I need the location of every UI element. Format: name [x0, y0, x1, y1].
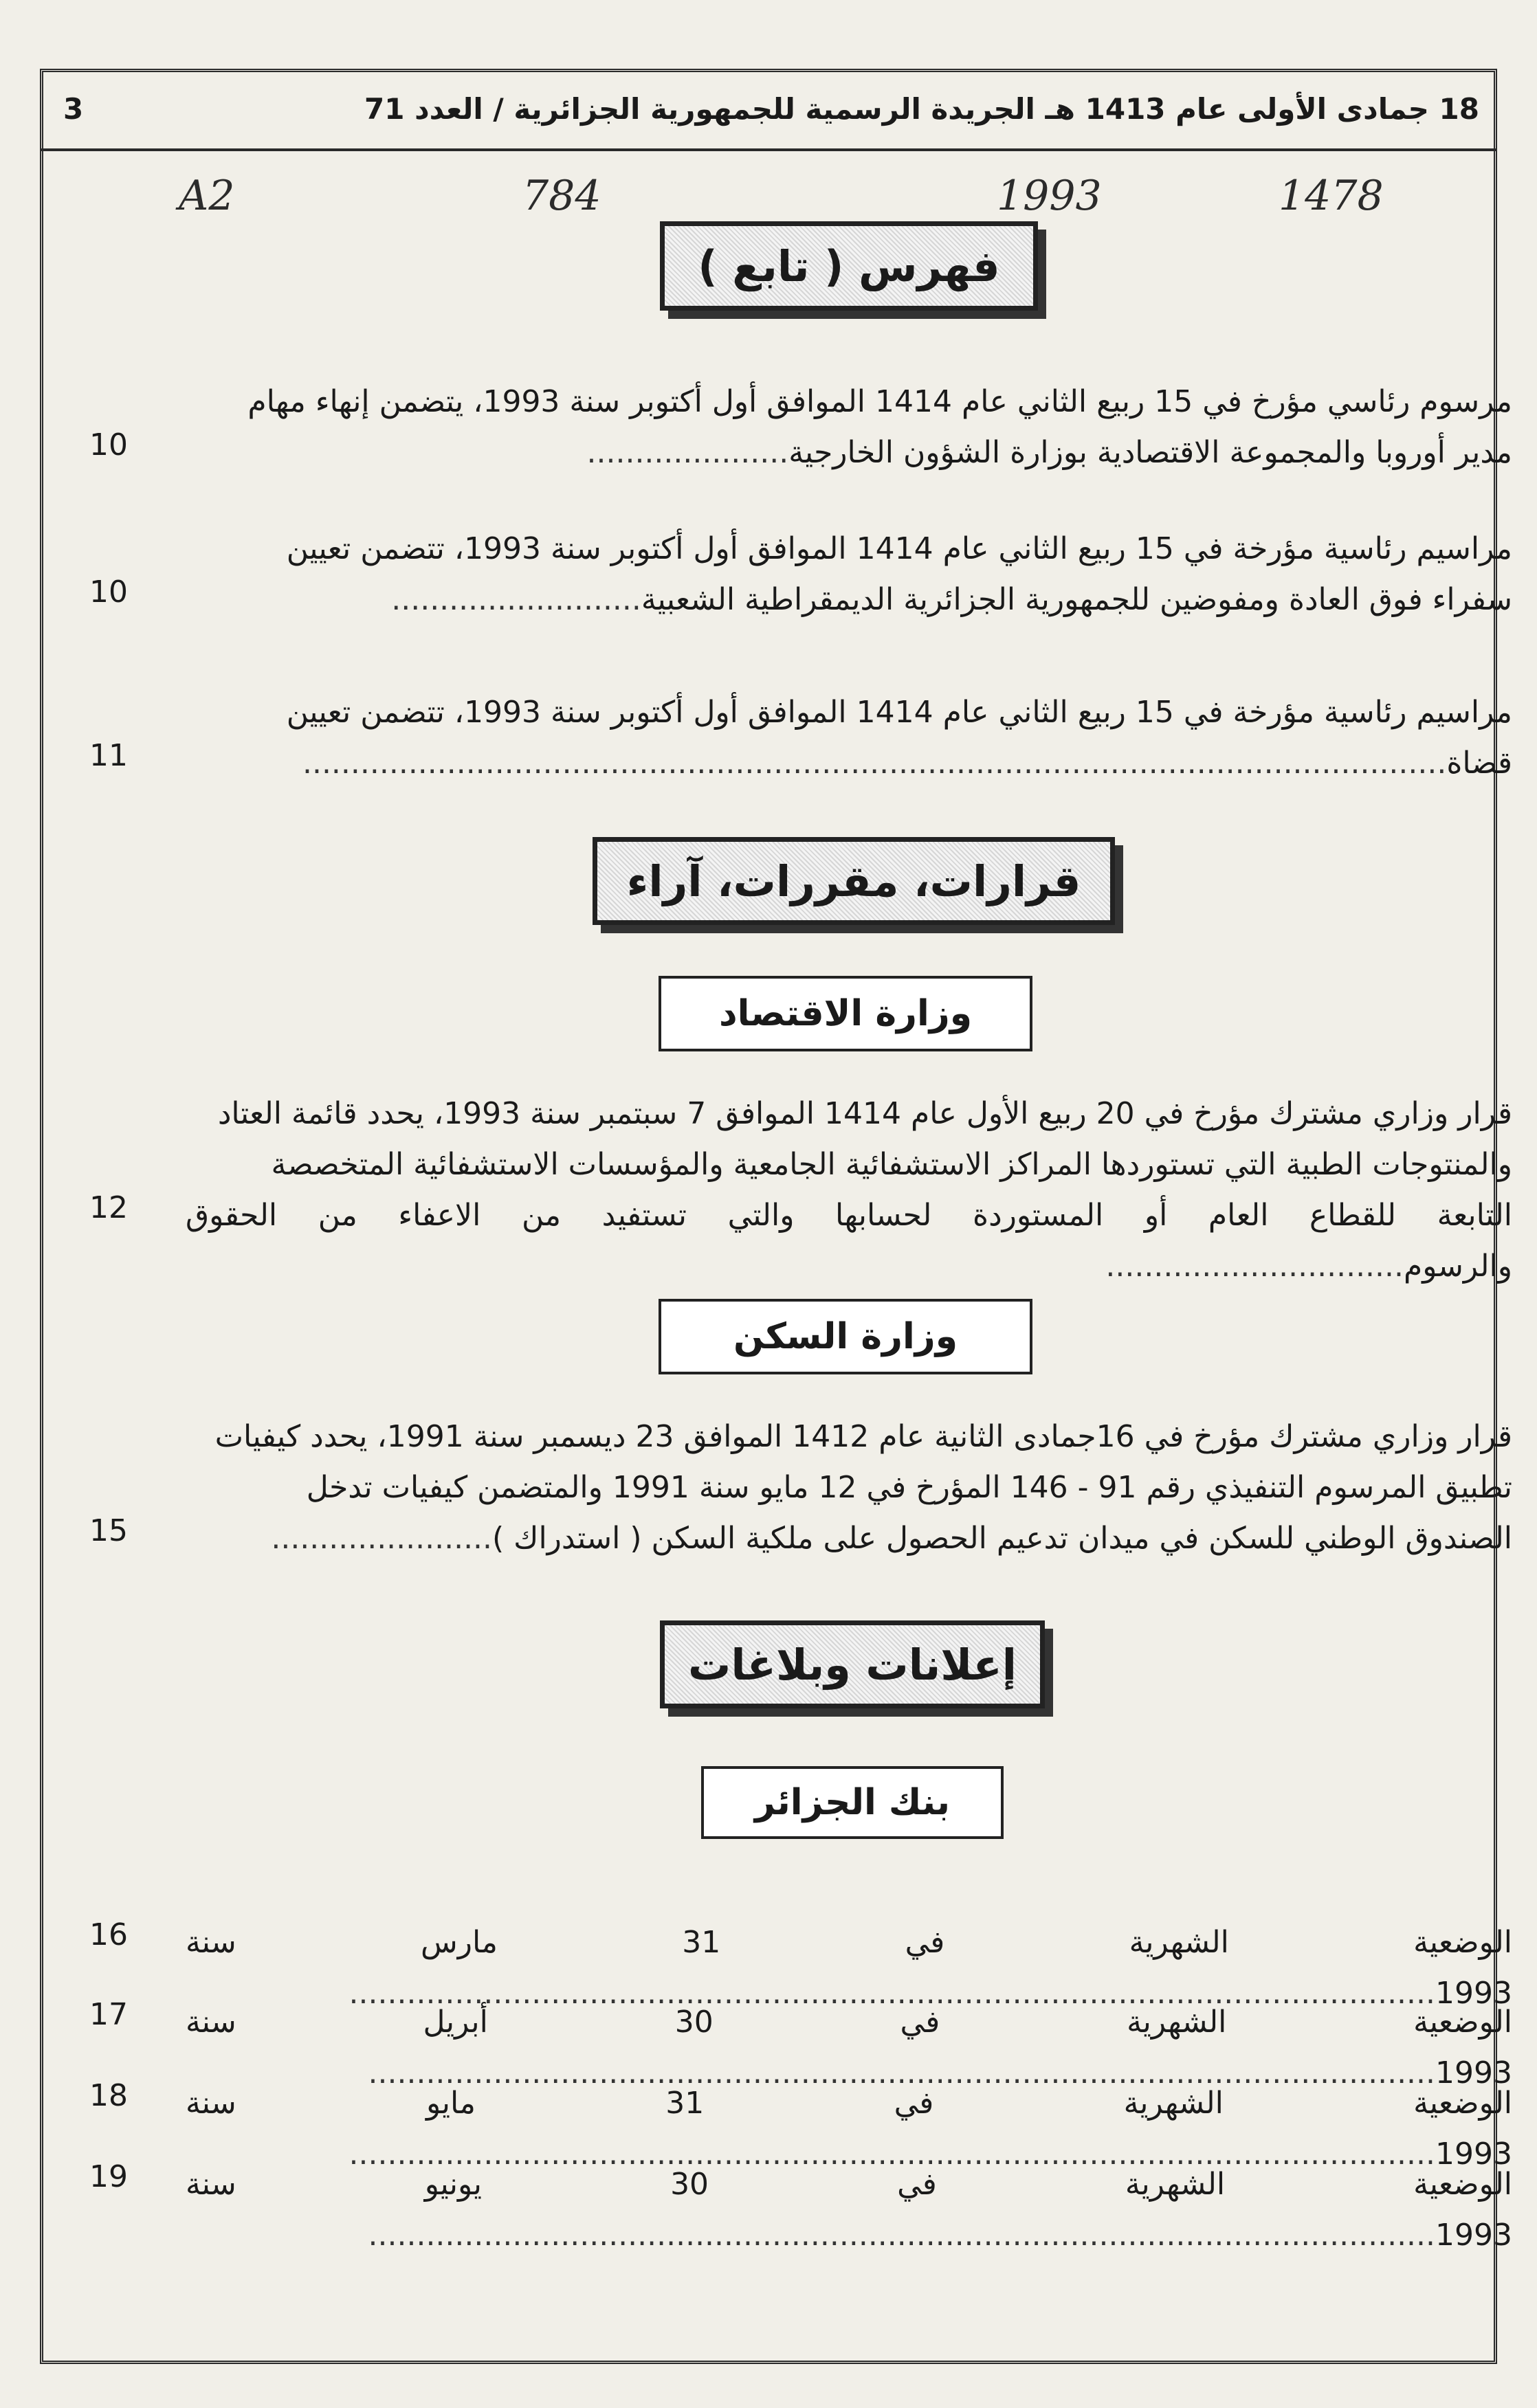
- section-decisions-box: [593, 837, 1115, 925]
- entry-line: مدير أوروبا والمجموعة الاقتصادية بوزارة الشؤون الخارجية: [788, 435, 1512, 470]
- entry-line: الصندوق الوطني للسكن في ميدان تدعيم الحصول على ملكية السكن ( استدراك ): [492, 1521, 1512, 1556]
- leader-dots: .................................................................................................................: [349, 2137, 1436, 2172]
- leader-dots: .......................: [271, 1521, 493, 1556]
- section-announcements-box: [660, 1620, 1045, 1708]
- ministry-housing-title: وزارة السكن: [733, 1316, 958, 1357]
- leader-dots: ...............................: [1105, 1249, 1404, 1284]
- ministry-economy-box: [659, 976, 1032, 1051]
- leader-dots: ...............................................................................................................: [368, 2055, 1436, 2091]
- leader-dots: .......................................................................................................................: [302, 746, 1447, 781]
- entry-line: سفراء فوق العادة ومفوضين للجمهورية الجزائرية الديمقراطية الشعبية: [641, 582, 1512, 617]
- bank-title: بنك الجزائر: [754, 1782, 951, 1823]
- page-header: [40, 69, 1497, 151]
- entry-line: التابعة للقطاع العام أو المستوردة لحسابها والتي تستفيد من الاعفاء من الحقوق والرسوم: [186, 1198, 1512, 1284]
- handwritten-note: A2: [179, 172, 235, 220]
- page-ref: 11: [89, 738, 128, 773]
- page-ref: 15: [89, 1513, 128, 1548]
- section-decisions-title: قرارات، مقررات، آراء: [626, 856, 1081, 906]
- entry-line: الوضعية الشهرية في 30 يونيو سنة 1993: [186, 2167, 1513, 2253]
- section-announcements-title: إعلانات وبلاغات: [688, 1639, 1017, 1690]
- entry-line: قرار وزاري مشترك مؤرخ في 16جمادى الثانية عام 1412 الموافق 23 ديسمبر سنة 1991، يحدد كيفيات: [214, 1419, 1512, 1454]
- entry-line: قضاة: [1446, 746, 1512, 781]
- entry-line: الوضعية الشهرية في 31 مارس سنة 1993: [186, 1925, 1512, 2011]
- leader-dots: .....................: [586, 435, 789, 470]
- section-index-box: [660, 221, 1038, 311]
- index-entry: [186, 1412, 1512, 1564]
- page-ref: 16: [89, 1917, 128, 1952]
- index-entry: [186, 377, 1512, 478]
- entry-line: مراسيم رئاسية مؤرخة في 15 ربيع الثاني عام 1414 الموافق أول أكتوبر سنة 1993، تتضمن تعيين: [286, 531, 1512, 566]
- index-entry: [186, 2159, 1512, 2261]
- entry-line: مراسيم رئاسية مؤرخة في 15 ربيع الثاني عام 1414 الموافق أول أكتوبر سنة 1993، تتضمن تعيين: [286, 695, 1512, 730]
- header-title: 18 جمادى الأولى عام 1413 هـ الجريدة الرسمية للجمهورية الجزائرية / العدد 71: [364, 92, 1479, 126]
- handwritten-note: 1478: [1279, 172, 1384, 220]
- section-index-title: فهرس ( تابع ): [698, 241, 1000, 291]
- leader-dots: .................................................................................................................: [349, 1976, 1436, 2011]
- page-ref: 10: [89, 427, 128, 462]
- entry-line: قرار وزاري مشترك مؤرخ في 20 ربيع الأول عام 1414 الموافق 7 سبتمبر سنة 1993، يحدد قائمة العتاد: [217, 1096, 1512, 1131]
- entry-line: الوضعية الشهرية في 31 مايو سنة 1993: [186, 2086, 1512, 2172]
- entry-line: مرسوم رئاسي مؤرخ في 15 ربيع الثاني عام 1414 الموافق أول أكتوبر سنة 1993، يتضمن إنهاء مهام: [247, 384, 1512, 419]
- handwritten-note: 784: [522, 172, 601, 220]
- ministry-economy-title: وزارة الاقتصاد: [718, 993, 973, 1034]
- leader-dots: ..........................: [391, 582, 641, 617]
- header-page-number: 3: [63, 92, 84, 126]
- page-ref: 18: [89, 2078, 128, 2113]
- page-ref: 10: [89, 575, 128, 610]
- bank-box: [701, 1766, 1004, 1839]
- leader-dots: ...............................................................................................................: [368, 2218, 1436, 2253]
- page-ref: 12: [89, 1190, 128, 1225]
- page-ref: 19: [89, 2159, 128, 2194]
- entry-line: تطبيق المرسوم التنفيذي رقم 91 - 146 المؤرخ في 12 مايو سنة 1991 والمتضمن كيفيات تدخل: [306, 1470, 1512, 1505]
- entry-line: والمنتوجات الطبية التي تستوردها المراكز الاستشفائية الجامعية والمؤسسات الاستشفائية المتخصصة: [271, 1147, 1512, 1182]
- page-ref: 17: [89, 1997, 128, 2032]
- index-entry: [186, 687, 1512, 789]
- index-entry: [186, 1089, 1512, 1292]
- entry-line: الوضعية الشهرية في 30 أبريل سنة 1993: [186, 2005, 1513, 2091]
- index-entry: [186, 524, 1512, 625]
- ministry-housing-box: [659, 1299, 1032, 1374]
- handwritten-note: 1993: [997, 172, 1102, 220]
